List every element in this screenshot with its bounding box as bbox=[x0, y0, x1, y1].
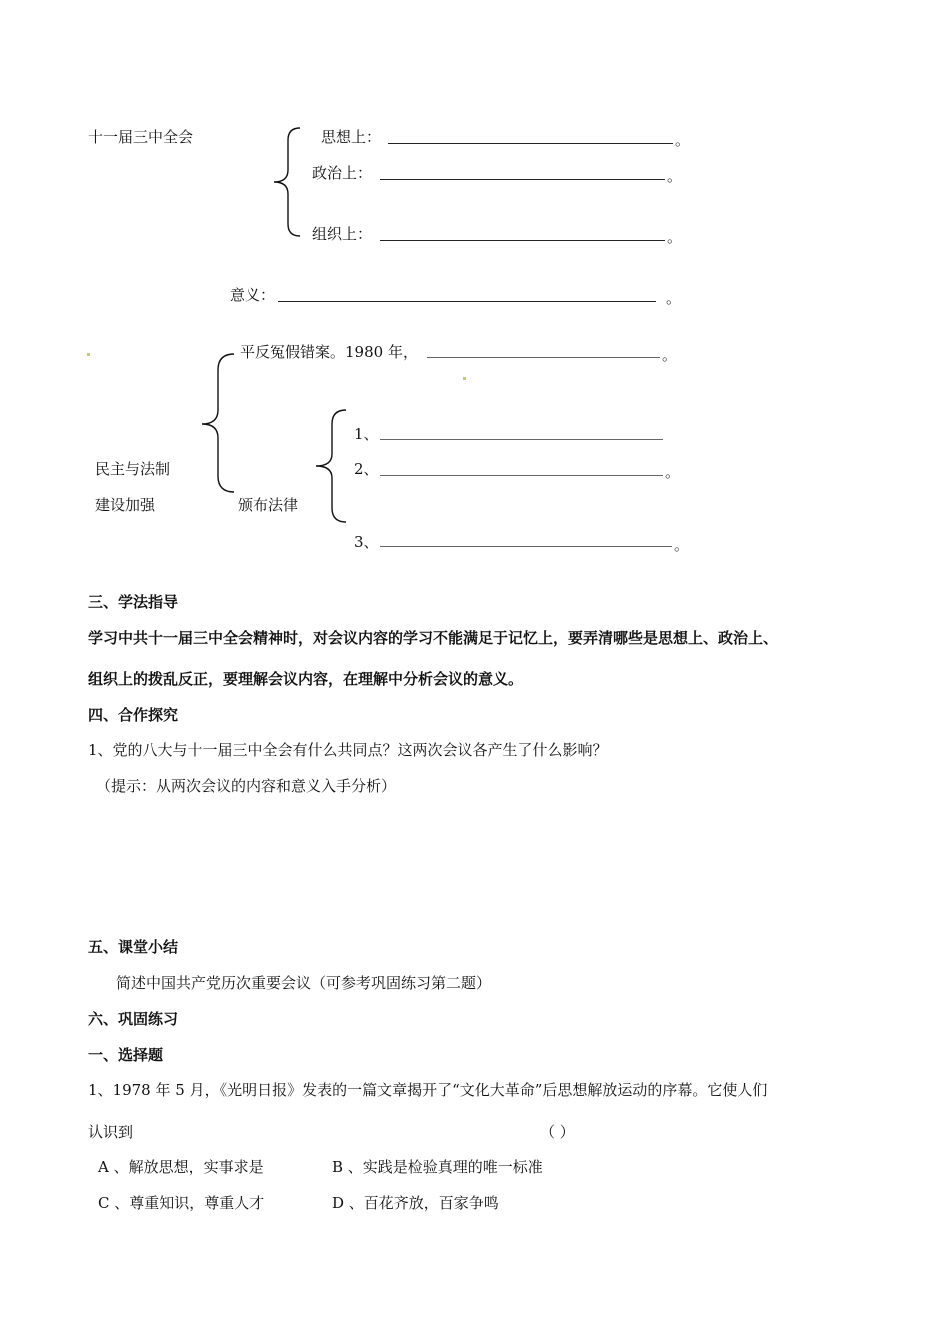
section4-question: 1、党的八大与十一届三中全会有什么共同点？这两次会议各产生了什么影响？ bbox=[88, 741, 608, 759]
section3-body-line1: 学习中共十一届三中全会精神时，对会议内容的学习不能满足于记忆上，要弄清哪些是思想上、政治上、 bbox=[88, 629, 779, 647]
plenum-brace bbox=[270, 126, 304, 238]
section5-heading: 五、课堂小结 bbox=[88, 938, 179, 956]
section4-hint: （提示：从两次会议的内容和意义入手分析） bbox=[96, 777, 397, 795]
law-item-2-label: 2、 bbox=[354, 460, 379, 478]
organization-label: 组织上： bbox=[312, 225, 373, 243]
organization-blank[interactable] bbox=[380, 240, 665, 241]
politics-blank[interactable] bbox=[380, 179, 665, 180]
democracy-title-line2: 建设加强 bbox=[95, 496, 156, 514]
rehab-text: 平反冤假错案。1980 年， bbox=[240, 343, 418, 361]
ideology-blank[interactable] bbox=[388, 143, 673, 144]
politics-label: 政治上： bbox=[312, 164, 373, 182]
section3-heading: 三、学法指导 bbox=[88, 593, 179, 611]
law-item-3-blank[interactable] bbox=[380, 546, 672, 547]
law-item-3-period: 。 bbox=[674, 536, 690, 554]
law-item-2-period: 。 bbox=[665, 463, 681, 481]
section3-body-line2: 组织上的拨乱反正，要理解会议内容，在理解中分析会议的意义。 bbox=[88, 670, 524, 688]
democracy-title-line1: 民主与法制 bbox=[95, 460, 171, 478]
question1-line2: 认识到 bbox=[88, 1123, 134, 1141]
option-d[interactable]: D 、百花齐放，百家争鸣 bbox=[332, 1194, 499, 1212]
mark-dot bbox=[87, 353, 90, 356]
ideology-period: 。 bbox=[675, 131, 691, 149]
ideology-label: 思想上： bbox=[321, 128, 382, 146]
democracy-brace bbox=[198, 352, 238, 494]
option-c[interactable]: C 、尊重知识，尊重人才 bbox=[98, 1194, 265, 1212]
rehab-blank[interactable] bbox=[427, 357, 660, 358]
section6-heading: 六、巩固练习 bbox=[88, 1010, 179, 1028]
law-item-2-blank[interactable] bbox=[380, 475, 663, 476]
laws-label: 颁布法律 bbox=[238, 496, 299, 514]
section6-subheading: 一、选择题 bbox=[88, 1046, 164, 1064]
significance-label: 意义： bbox=[230, 286, 276, 304]
question1-line1: 1、1978 年 5 月，《光明日报》发表的一篇文章揭开了“文化大革命”后思想解放运动的序幕。它使人们 bbox=[88, 1081, 768, 1099]
significance-blank[interactable] bbox=[278, 301, 656, 302]
politics-period: 。 bbox=[667, 167, 683, 185]
option-b[interactable]: B 、实践是检验真理的唯一标准 bbox=[332, 1158, 543, 1176]
law-item-1-label: 1、 bbox=[354, 425, 379, 443]
organization-period: 。 bbox=[667, 228, 683, 246]
section5-body: 简述中国共产党历次重要会议（可参考巩固练习第二题） bbox=[116, 974, 492, 992]
option-a[interactable]: A 、解放思想，实事求是 bbox=[98, 1158, 264, 1176]
law-item-3-label: 3、 bbox=[354, 533, 379, 551]
plenum-title: 十一届三中全会 bbox=[88, 128, 194, 146]
mark-dot bbox=[463, 377, 466, 380]
laws-brace bbox=[312, 408, 350, 524]
significance-period: 。 bbox=[666, 289, 682, 307]
law-item-1-blank[interactable] bbox=[380, 439, 663, 440]
question1-answer-paren[interactable]: （ ） bbox=[540, 1123, 575, 1141]
section4-heading: 四、合作探究 bbox=[88, 706, 179, 724]
rehab-period: 。 bbox=[662, 346, 678, 364]
